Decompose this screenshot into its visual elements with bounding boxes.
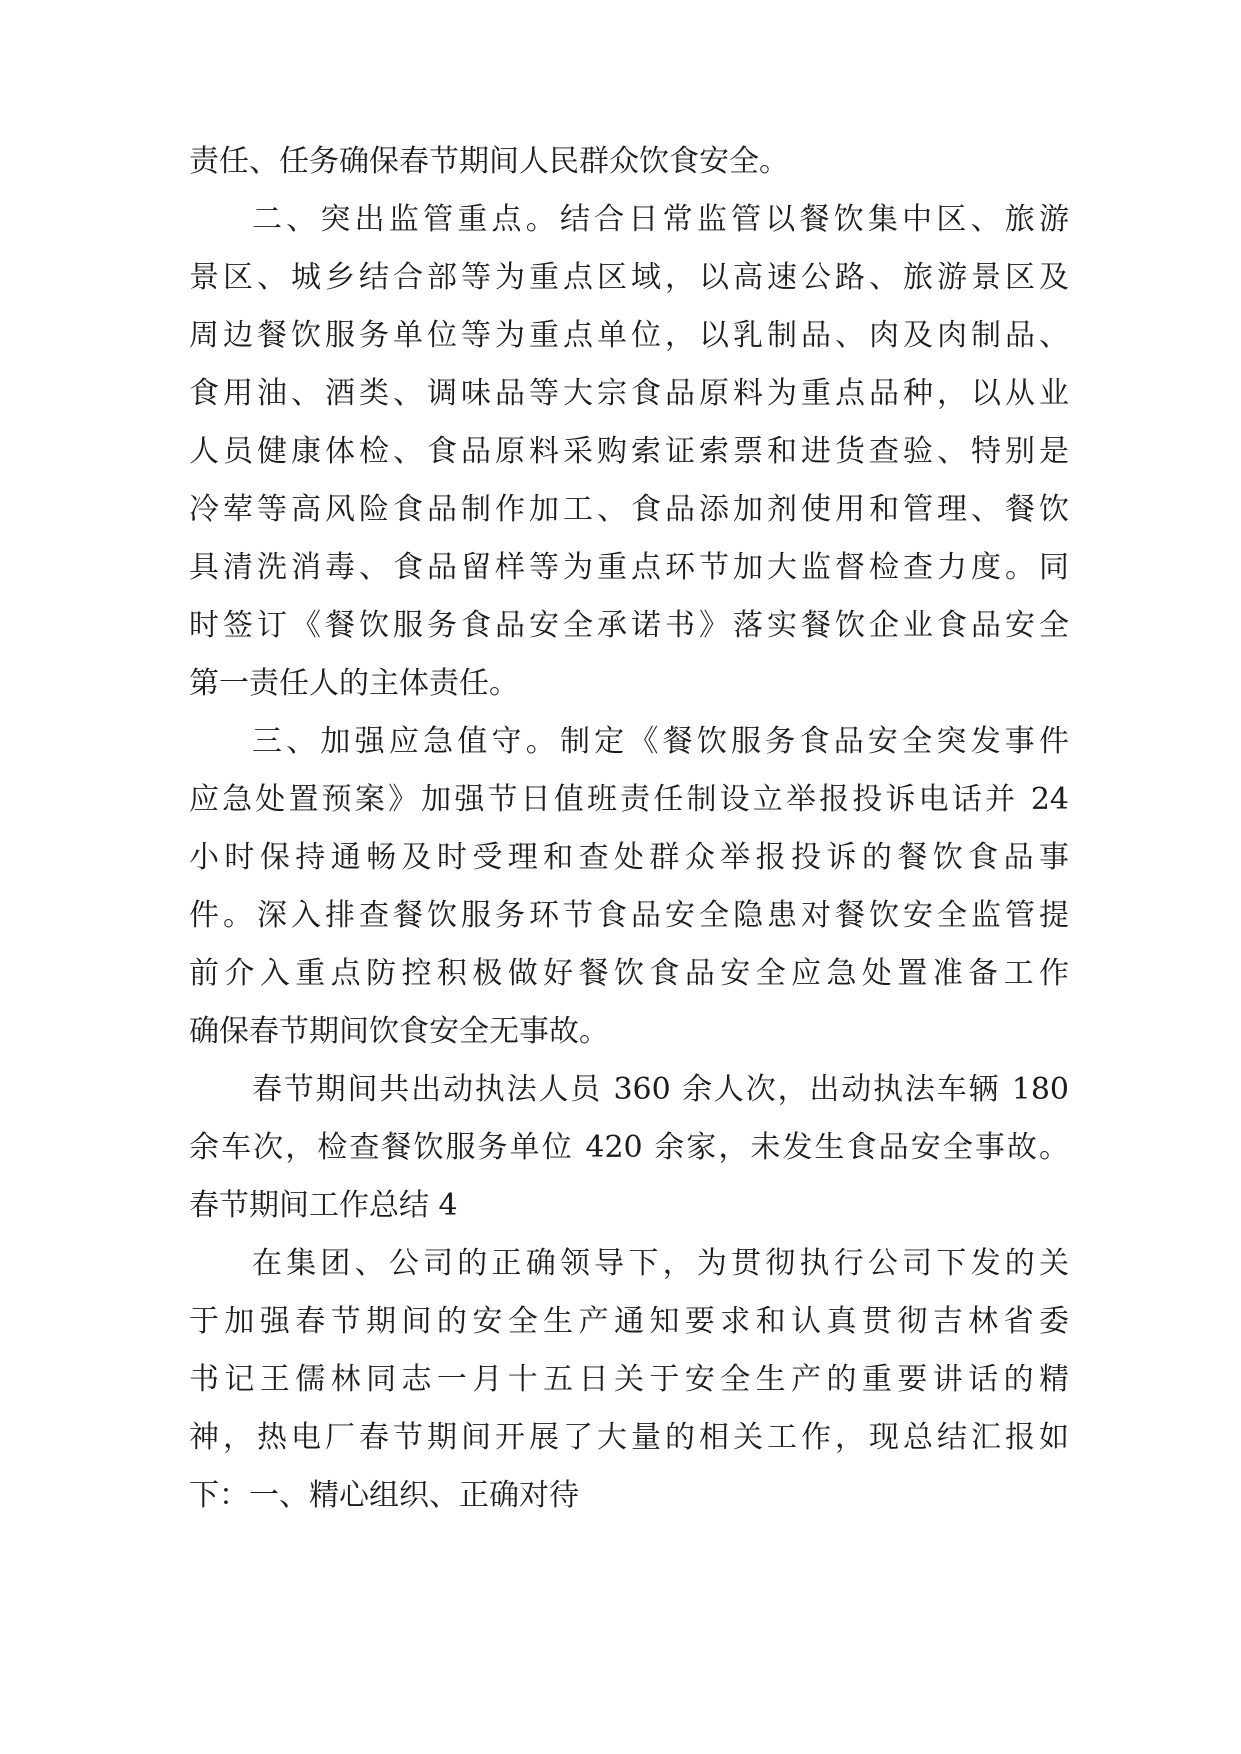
text-line: 应急处置预案》加强节日值班责任制设立举报投诉电话并 24 <box>189 782 1069 817</box>
text-line: 神，热电厂春节期间开展了大量的相关工作，现总结汇报如 <box>189 1420 1069 1455</box>
text-line: 人员健康体检、食品原料采购索证索票和进货查验、特别是 <box>189 434 1069 469</box>
text-line: 冷荤等高风险食品制作加工、食品添加剂使用和管理、餐饮 <box>189 492 1069 527</box>
text-line: 于加强春节期间的安全生产通知要求和认真贯彻吉林省委 <box>189 1304 1069 1339</box>
text-line: 前介入重点防控积极做好餐饮食品安全应急处置准备工作 <box>189 956 1069 991</box>
text-line: 时签订《餐饮服务食品安全承诺书》落实餐饮企业食品安全 <box>189 608 1069 643</box>
text-line: 确保春节期间饮食安全无事故。 <box>189 1014 609 1049</box>
text-line: 第一责任人的主体责任。 <box>189 666 519 701</box>
text-line: 春节期间共出动执法人员 360 余人次，出动执法车辆 180 <box>252 1072 1069 1107</box>
text-line: 在集团、公司的正确领导下，为贯彻执行公司下发的关 <box>252 1246 1069 1281</box>
text-line: 余车次，检查餐饮服务单位 420 余家，未发生食品安全事故。 <box>189 1130 1069 1165</box>
text-line: 下：一、精心组织、正确对待 <box>189 1478 579 1513</box>
text-line: 周边餐饮服务单位等为重点单位，以乳制品、肉及肉制品、 <box>189 318 1069 353</box>
text-line: 二、突出监管重点。结合日常监管以餐饮集中区、旅游 <box>252 202 1069 237</box>
text-line: 件。深入排查餐饮服务环节食品安全隐患对餐饮安全监管提 <box>189 898 1069 933</box>
text-line: 食用油、酒类、调味品等大宗食品原料为重点品种，以从业 <box>189 376 1069 411</box>
text-line: 具清洗消毒、食品留样等为重点环节加大监督检查力度。同 <box>189 550 1069 585</box>
text-line: 责任、任务确保春节期间人民群众饮食安全。 <box>189 144 789 179</box>
text-line: 三、加强应急值守。制定《餐饮服务食品安全突发事件 <box>252 724 1069 759</box>
text-line: 小时保持通畅及时受理和查处群众举报投诉的餐饮食品事 <box>189 840 1069 875</box>
text-line: 景区、城乡结合部等为重点区域，以高速公路、旅游景区及 <box>189 260 1069 295</box>
text-line: 书记王儒林同志一月十五日关于安全生产的重要讲话的精 <box>189 1362 1069 1397</box>
section-heading: 春节期间工作总结 4 <box>189 1188 458 1223</box>
